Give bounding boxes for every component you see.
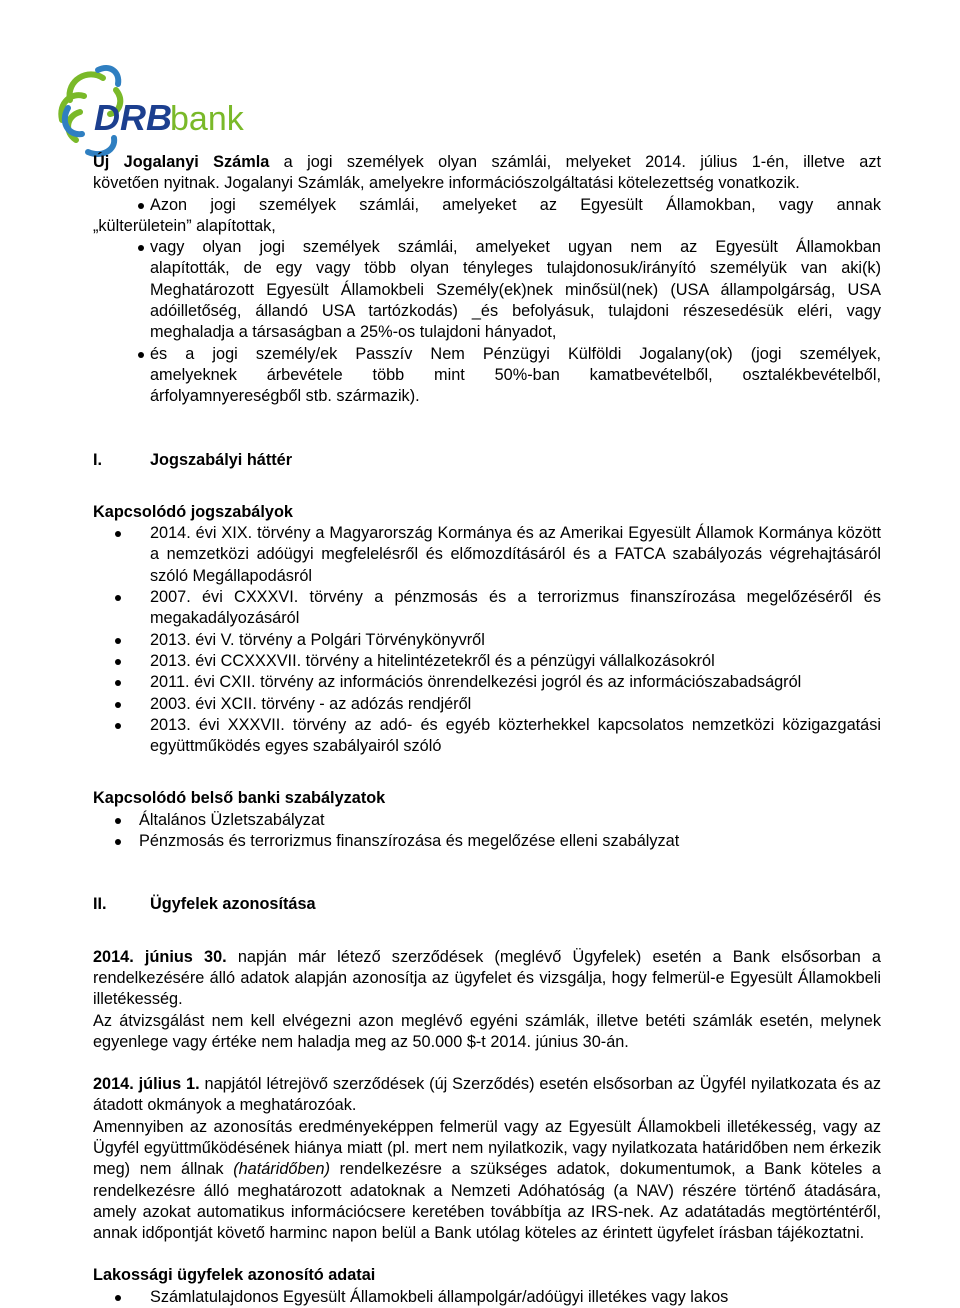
document-body bbox=[93, 152, 881, 1308]
list-item: 2011. évi CXII. törvény az információs önrendelkezési jogról és az információszabadságról bbox=[93, 672, 881, 693]
logo-suffix-text: bank bbox=[170, 100, 244, 138]
laws-list bbox=[93, 523, 881, 757]
intro-line-1: Új Jogalanyi Számla a jogi személyek olyan számlái, melyeket 2014. július 1-én, illetve azt bbox=[93, 153, 881, 171]
review-exemption-paragraph: Az átvizsgálást nem kell elvégezni azon meglévő egyéni számlák, illetve betéti számlák esetén, melynek egyenlege vagy értéke nem haladja meg az 50.000 $-t 2014. június 30-án. bbox=[93, 1011, 881, 1051]
section-2-heading bbox=[93, 894, 881, 915]
logo-brand-text: DRB bbox=[94, 97, 172, 138]
retail-clients-heading: Lakossági ügyfelek azonosító adatai bbox=[93, 1266, 376, 1285]
list-item: 2013. évi CCXXXVII. törvény a hitelintézetekről és a pénzügyi vállalkozásokról bbox=[93, 651, 881, 672]
section-1-heading bbox=[93, 450, 881, 471]
internal-rules-heading: Kapcsolódó belső banki szabályzatok bbox=[93, 789, 386, 808]
intro-bullet-1-rest: „külterületein” alapítottak, bbox=[93, 216, 276, 235]
intro-bullet-3-rest: amelyeknek árbevétele több mint 50%-ban kamatbevételből, osztalékbevételből, árfolyamnyereségből stb. származik). bbox=[150, 365, 881, 406]
list-item: 2013. évi XXXVII. törvény az adó- és egyéb közterhekkel kapcsolatos nemzetközi közigazgatási együttműködés egyes szabályairól szóló bbox=[93, 715, 881, 758]
list-item: 2007. évi CXXXVI. törvény a pénzmosás és a terrorizmus finanszírozása megelőzéséről és megakadályozásáról bbox=[93, 587, 881, 630]
retail-clients-list bbox=[93, 1287, 881, 1308]
section-2-title: Ügyfelek azonosítása bbox=[150, 895, 316, 914]
laws-heading: Kapcsolódó jogszabályok bbox=[93, 502, 293, 521]
list-item: 2013. évi V. törvény a Polgári Törvénykönyvről bbox=[93, 630, 881, 651]
section-1-number: I. bbox=[93, 450, 103, 469]
section-1-title: Jogszabályi háttér bbox=[150, 450, 293, 469]
list-item: 2003. évi XCII. törvény - az adózás rendjéről bbox=[93, 694, 881, 715]
list-item: Pénzmosás és terrorizmus finanszírozása és megelőzése elleni szabályzat bbox=[93, 831, 881, 852]
intro-bullet-2-rest: alapították, de egy vagy több olyan tényleges tulajdonosuk/irányító személyük van aki(k) Meghatározott Egyesült Államokbeli Személy(ek)nek minősül(nek) (USA állampolgárság, USA adóilletőség, állandó USA tartózkodás) _és befolyásuk, tulajdoni részesedésük eléri, vagy meghaladja a társaságban a 25%-os tulajdoni hányadot, bbox=[150, 259, 881, 342]
internal-rules-list bbox=[93, 810, 881, 853]
intro-term: Új Jogalanyi Számla bbox=[93, 153, 270, 171]
drb-bank-logo bbox=[58, 60, 248, 160]
intro-line-2: követően nyitnak. Jogalanyi Számlák, amelyekre információszolgáltatási kötelezettség vonatkozik. bbox=[93, 174, 800, 193]
section-2-number: II. bbox=[93, 895, 107, 914]
existing-clients-paragraph: 2014. június 30. napján már létező szerződések (meglévő Ügyfelek) esetén a Bank elsősorban a rendelkezésére álló adatok alapján azonosítja az ügyfelet és vizsgálja, hogy felmerül-e Egyesült Államokbeli illetékesség. bbox=[93, 947, 881, 1009]
new-contracts-paragraph: 2014. július 1. napjától létrejövő szerződések (új Szerződés) esetén elsősorban az Ügyfél nyilatkozata és az átadott okmányok a meghatározóak. bbox=[93, 1075, 881, 1115]
list-item: 2014. évi XIX. törvény a Magyarország Kormánya és az Amerikai Egyesült Államok Kormánya között a nemzetközi adóügyi megfelelésről és előmozdításáról és a FATCA szabályozás végrehajtásáról szóló Megállapodásról bbox=[93, 523, 881, 587]
list-item: Számlatulajdonos Egyesült Államokbeli állampolgár/adóügyi illetékes vagy lakos bbox=[93, 1287, 881, 1308]
list-item: Általános Üzletszabályzat bbox=[93, 810, 881, 831]
data-transfer-paragraph: Amennyiben az azonosítás eredményeképpen felmerül vagy az Egyesült Államokbeli illetékesség, vagy az Ügyfél együttműködésének hiánya miatt (pl. mert nem nyilatkozik, vagy nyilatkozata határidőben nem érkezik meg) nem állnak (határidőben) rendelkezésre a szükséges adatok, dokumentumok, a Bank köteles a rendelkezésre álló meghatározott adatoknak a Nemzeti Adóhatóság (a NAV) részére történő átadására, amely azokat automatikus információcsere keretében továbbítja az IRS-nek. Az adatátadás megtörténtéről, annak időpontját követő harminc napon belül a Bank utólag köteles az érintett ügyfelet írásban tájékoztatni. bbox=[93, 1117, 881, 1243]
intro-bullet-2-first: vagy olyan jogi személyek számlái, amelyeket ugyan nem az Egyesült Államokban bbox=[93, 237, 881, 258]
intro-bullet-3-first: és a jogi személy/ek Passzív Nem Pénzügyi Külföldi Jogalany(ok) (jogi személyek, bbox=[93, 344, 881, 365]
logo-emblem-icon bbox=[58, 60, 248, 160]
intro-bullet-1-first: Azon jogi személyek számlái, amelyeket az Egyesült Államokban, vagy annak bbox=[93, 195, 881, 216]
